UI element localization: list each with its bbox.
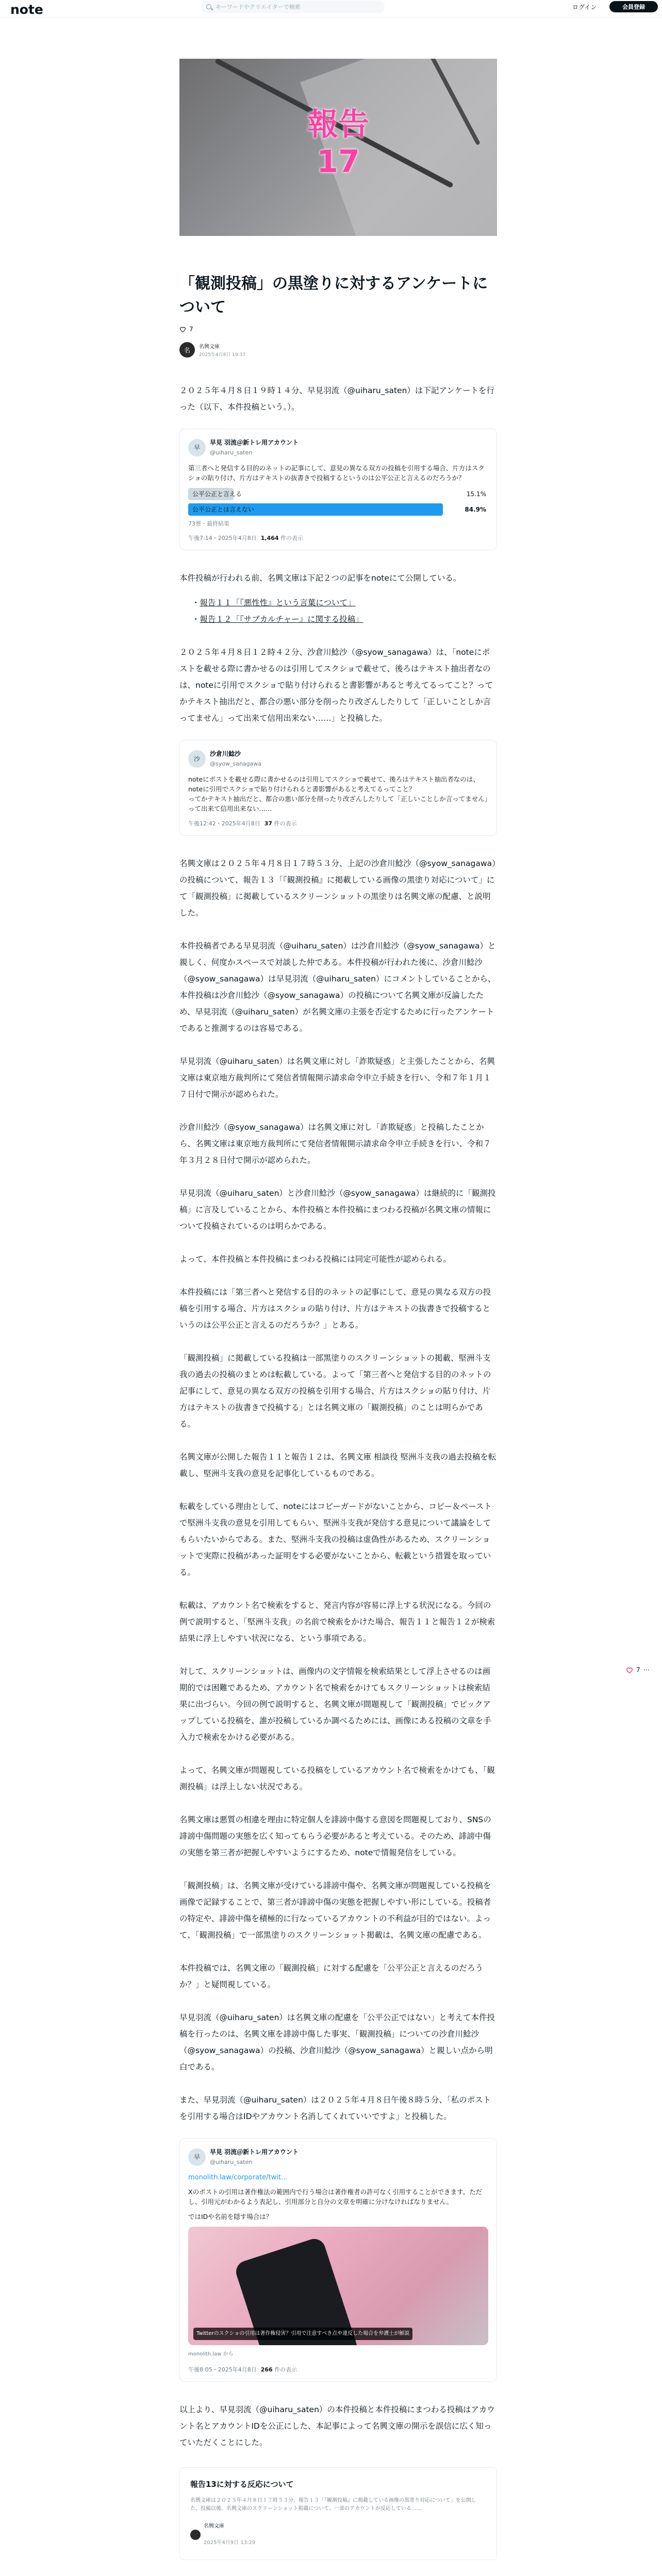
related-article-desc: 名興文庫は２０２５年４月８日１７時５３分、報告１３「『観測投稿』に掲載している画像の黒塗り対応について」を公開した。投稿以後、名興文庫のスクリーンショット掲載について、一部のアカウントが反応している…… (190, 2498, 476, 2512)
paragraph: 名興文庫は２０２５年４月８日１７時５３分、上記の沙倉川鯰沙（@syow_sanagawa）の投稿について、報告１３「『観測投稿』に掲載している画像の黒塗り対応について」にて「観測投稿」に掲載しているスクリーンショットの黒塗りは名興文庫の配慮、と説明した。 (179, 859, 496, 918)
related-author-name: 名興文庫 (204, 2523, 224, 2529)
search-box[interactable] (201, 1, 385, 13)
article-link[interactable]: 報告１１「『悪性性』という言葉について」 (200, 598, 356, 607)
tweet-views-label: 件の表示 (274, 2366, 297, 2373)
share-icon[interactable]: ⋯ (643, 1666, 650, 1673)
paragraph: 本件投稿には「第三者へと発信する目的のネットの記事にして、意見の異なる双方の投稿を引用する場合、片方はスクショの貼り付け、片方はテキストの抜書きで投稿するというのは公平公正と言えるのだろうか？」とある。 (179, 1287, 491, 1330)
signup-button[interactable]: 会員登録 (609, 1, 658, 12)
related-article-title[interactable]: 報告13に対する反応について (190, 2480, 294, 2489)
tweet-time[interactable]: 午後8:05・2025年4月8日 (188, 2366, 257, 2373)
link-card-domain: monolith.law から (188, 2351, 234, 2357)
tweet-handle[interactable]: @uiharu_saten (210, 449, 253, 456)
hero-line1: 報告 (307, 107, 369, 143)
article-link[interactable]: 報告１２「『サブカルチャー』に関する投稿」 (200, 615, 363, 624)
publish-date: 2025年4月8日 19:37 (199, 352, 246, 358)
note-logo[interactable]: note (10, 2, 43, 17)
avatar (190, 2530, 201, 2540)
search-icon (206, 4, 211, 9)
paragraph: 本件投稿が行われる前、名興文庫は下記２つの記事をnoteにて公開している。 (179, 573, 461, 583)
hero-line2: 17 (317, 144, 360, 180)
tweet-text: noteにポストを載せる際に書かせるのは引用してスクショで載せて、後ろはテキスト抽出者なのは、noteに引用でスクショで貼り付けられると書影響があると考えてるってこと？ ってかテキスト抽出だと、都合の悪い部分を削ったり改ざんしたりして「正しいことしか言ってません」って出来て信用出来ない…… (188, 775, 488, 812)
tweet-user (210, 749, 261, 769)
tweet-text: Xのポストの引用は著作権法の範囲内で行う場合は著作権者の許可なく引用することができます。ただし、引用元がわかるよう表記し、引用部分と自分の文章を明確に分けなければなりません。 (188, 2188, 483, 2206)
tweet-footer (188, 533, 488, 544)
hero-text (179, 106, 497, 180)
tweet-header (188, 749, 488, 769)
embedded-tweet-poll[interactable] (179, 429, 497, 550)
paragraph: 早見羽流（@uiharu_saten）は名興文庫に対し「詐欺疑惑」と主張したことから、名興文庫は東京地方裁判所にて発信者情報開示請求命令申立手続きを行い、令和７年１月１７日付で開示が認められた。 (179, 1057, 495, 1099)
tweet-text-sub: ではIDや名前を隠す場合は？ (188, 2213, 273, 2221)
related-article-meta (204, 2518, 255, 2551)
tweet-user (210, 437, 299, 458)
hero-image (179, 59, 497, 236)
paragraph: 早見羽流（@uiharu_saten）は名興文庫の配慮を「公平公正ではない」と考えて本件投稿を行ったのは、名興文庫を誹謗中傷した事実、「観測投稿」についての沙倉川鯰沙（@syow_sanagawa）の投稿、沙倉川鯰沙（@syow_sanagawa）と親しい点から明白である。 (179, 2013, 495, 2072)
embedded-tweet-with-image[interactable] (179, 2138, 497, 2382)
tweet-handle[interactable]: @uiharu_saten (210, 2159, 253, 2165)
poll-votes: 73票・最終結果 (188, 520, 229, 527)
paragraph: 早見羽流（@uiharu_saten）と沙倉川鯰沙（@syow_sanagawa）は継続的に「観測投稿」に言及していることから、本件投稿と本件投稿にまつわる投稿が名興文庫の情報について投稿されているのは明らかである。 (179, 1189, 496, 1231)
poll-option-label: 公平公正とは言えない (192, 506, 255, 513)
paragraph: 以上より、早見羽流（@uiharu_saten）の本件投稿と本件投稿にまつわる投稿はアカウント名とアカウントIDを公正にした、本記事によって名興文庫の開示を誤信に広く知っていただくことにした。 (179, 2405, 495, 2447)
tweet-views-count: 1,464 (260, 535, 279, 541)
paragraph: 本件投稿者である早見羽流（@uiharu_saten）は沙倉川鯰沙（@syow_sanagawa）と親しく、何度かスペースで対談した仲である。本件投稿が行われた後に、沙倉川鯰沙（@syow_sanagawa）は早見羽流（@uiharu_saten）にコメントしていることから、本件投稿は沙倉川鯰沙（@syow_sanagawa）の投稿について名興文庫が反論したため、早見羽流（@uiharu_saten）が名興文庫の主張を否定するために行ったアンケートであると推測するのは容易である。 (179, 941, 496, 1033)
poll-option (188, 488, 488, 500)
tweet-footer (188, 2365, 488, 2375)
paragraph: また、早見羽流（@uiharu_saten）は２０２５年４月８日午後８時５分、「私のポストを引用する場合はIDやアカウント名消してくれていいですよ」と投稿した。 (179, 2095, 491, 2121)
paragraph: 「観測投稿」に掲載している投稿は一部黒塗りのスクリーンショットの掲載、堅洲斗支我の過去の投稿のまとめは転載している。よって「第三者へと発信する目的のネットの記事にして、意見の異なる双方の投稿を引用する場合、片方はスクショの貼り付け、片方はテキストの抜書きで投稿する」とは名興文庫の「観測投稿」のことは明らかである。 (179, 1353, 491, 1429)
author-row[interactable] (179, 342, 497, 358)
article-body (179, 382, 497, 2560)
poll-option (188, 503, 488, 516)
like-row (179, 326, 497, 333)
paragraph: よって、本件投稿と本件投稿にまつわる投稿には同定可能性が認められる。 (179, 1255, 451, 1264)
poll-option-label: 公平公正と言える (192, 490, 242, 498)
tweet-time[interactable]: 午後12:42・2025年4月8日 (188, 820, 260, 827)
poll-option-percent: 84.9% (465, 506, 486, 513)
tweet-views (261, 533, 303, 544)
tweet-user (210, 2147, 299, 2167)
tweet-avatar[interactable]: 沙 (188, 750, 206, 768)
paragraph: ２０２５年４月８日１９時１４分、早見羽流（@uiharu_saten）は下記アンケートを行った（以下、本件投稿という。）。 (179, 386, 494, 412)
list-item[interactable] (192, 611, 497, 628)
paragraph: 「観測投稿」は、名興文庫が受けている誹謗中傷や、名興文庫が問題視している投稿を画像で記録することで、第三者が誹謗中傷の実態を把握しやすい形にしている。投稿者の特定や、誹謗中傷を積極的に行なっているアカウントの不利益が目的ではない。よって、「観測投稿」で一部黒塗りのスクリーンショット掲載は、名興文庫の配慮である。 (179, 1881, 491, 1940)
side-heart-icon[interactable] (626, 1667, 633, 1673)
related-article-author (190, 2518, 486, 2551)
tweet-avatar[interactable]: 早 (188, 439, 206, 456)
tweet-views (264, 819, 297, 829)
tweet-time[interactable]: 午後7:14・2025年4月8日 (188, 535, 257, 541)
tweet-views-count: 37 (264, 820, 273, 827)
side-actions (626, 1666, 650, 1673)
tweet-views-count: 266 (260, 2366, 273, 2373)
site-header (0, 0, 662, 18)
paragraph: 対して、スクリーンショットは、画像内の文字情報を検索結果として浮上させるのは画期的では困難であるため、アカウント名で検索をかけてもスクリーンショットは検索結果に出づらい。今回の例で説明すると、名興文庫が間題視して「観測投稿」でピックアップしている投稿を、誰が投稿しているか調べるためには、画像にある投稿の文章を手入力で検索をかける必要がある。 (179, 1667, 491, 1742)
like-count: 7 (189, 326, 193, 333)
link-card-caption: Twitterのスクショの引用は著作権侵害？引用で注意すべき点や違反した場合を弁護士が解説 (193, 2328, 412, 2340)
login-link[interactable]: ログイン (572, 4, 597, 11)
tweet-views-label: 件の表示 (280, 535, 303, 541)
paragraph: 転載をしている理由として、noteにはコピーガードがないことから、コピー＆ペーストで堅洲斗支我の意見を引用してもらい、堅洲斗支我が発信する意見について議論をしてもらいたいからである。また、堅洲斗支我の投稿は虚偽性があるため、スクリーンショットで実際に投稿があった証明をする必要がないことから、転載という措置を取っている。 (179, 1502, 492, 1577)
tweet-link[interactable]: monolith.law/corporate/twit... (188, 2174, 288, 2181)
article-title: 「観測投稿」の黒塗りに対するアンケートについて (179, 275, 488, 316)
tweet-views (261, 2365, 297, 2375)
tweet-name[interactable]: 早見 羽流＠新トレ用アカウント (210, 2148, 299, 2156)
tweet-name[interactable]: 沙倉川鯰沙 (210, 750, 241, 757)
tweet-header (188, 2147, 488, 2167)
embedded-tweet[interactable] (179, 740, 497, 836)
author-name[interactable]: 名興文庫 (199, 344, 220, 350)
avatar[interactable]: 名 (179, 342, 195, 358)
paragraph: ２０２５年４月８日１２時４２分、沙倉川鯰沙（@syow_sanagawa）は、「noteにポストを載せる際に書かせるのは引用してスクショで載せて、後ろはテキスト抽出者なのは、noteに引用でスクショで貼り付けられると書影響があると考えてるってこと？ってかテキスト抽出だと、都合の悪い部分を削ったり改ざんしたりして「正しいことしか言ってません」って出来て信用出来ない……」と投稿した。 (179, 648, 493, 723)
tweet-header (188, 437, 488, 458)
article (179, 59, 497, 2560)
heart-icon[interactable] (179, 326, 186, 332)
paragraph: 名興文庫が公開した報告１１と報告１２は、名興文庫 相談役 堅洲斗支我の過去投稿を転載し、堅洲斗支我の意見を記事化しているものである。 (179, 1452, 496, 1478)
paragraph: 沙倉川鯰沙（@syow_sanagawa）は名興文庫に対し「詐欺疑惑」と投稿したことから、名興文庫は東京地方裁判所にて発信者情報開示請求命令申立手続きを行い、令和７年３月２８日付で開示が認められた。 (179, 1123, 491, 1165)
article-list (192, 595, 497, 628)
paragraph: 転載は、アカウント名で検索をすると、発言内容が容易に浮上する状況になる。今回の例で説明すると、「堅洲斗支我」の名前で検索をかけた場合、報告１１と報告１２が検索結果に浮上しやすい状況になる、という事項である。 (179, 1601, 495, 1643)
author-meta (199, 342, 245, 358)
paragraph: 名興文庫は悪質の相違を理由に特定個人を誹謗中傷する意図を問題視しており、SNSの誹謗中傷問題の実態を広く知ってもらう必要があると考えている。そのため、誹謗中傷の実態を第三者が把握しやすいようにするため、noteで情報発信をしている。 (179, 1815, 491, 1857)
list-item[interactable] (192, 595, 497, 611)
search-input[interactable] (216, 4, 370, 10)
related-article-card[interactable] (179, 2467, 497, 2560)
tweet-footer (188, 819, 488, 829)
tweet-text: 第三者へと発信する目的のネットの記事にして、意見の異なる双方の投稿を引用する場合、片方はスクショの貼り付け、片方はテキストの抜書きで投稿するというのは公平公正と言えるのだろうか？ (188, 464, 485, 482)
paragraph: よって、名興文庫が問題視している投稿をしているアカウント名で検索をかけても、「観測投稿」は浮上しない状況である。 (179, 1766, 495, 1791)
side-like-count: 7 (636, 1666, 640, 1673)
paragraph: 本件投稿では、名興文庫の「観測投稿」に対する配慮を「公平公正と言えるのだろうか？」と疑問視している。 (179, 1963, 484, 1989)
tweet-avatar[interactable]: 早 (188, 2148, 206, 2166)
related-article-date: 2025年4月9日 13:29 (204, 2540, 256, 2546)
poll-option-percent: 15.1% (466, 490, 486, 498)
tweet-name[interactable]: 早見 羽流＠新トレ用アカウント (210, 439, 299, 446)
tweet-handle[interactable]: @syow_sanagawa (210, 760, 262, 767)
tweet-link-card-image[interactable] (188, 2227, 488, 2345)
tweet-views-label: 件の表示 (274, 820, 297, 827)
